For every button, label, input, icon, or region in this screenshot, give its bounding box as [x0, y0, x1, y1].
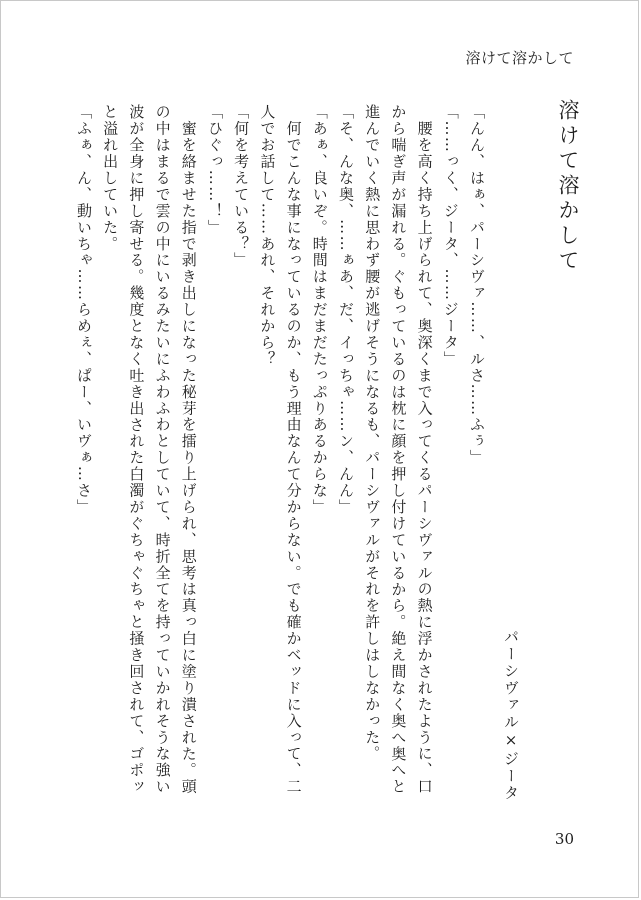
- text-line: 「あぁ、良いぞ。時間はまだまだたっぷりあるからな」: [310, 104, 329, 516]
- text-line: 「そ、んな奥、……ぁあ、だ、イっちゃ……ン、んん」: [336, 104, 355, 516]
- text-line: 「ふぁ、ん、動いちゃ……らめぇ、ぱー、いヴぁ…さ」: [74, 104, 93, 516]
- text-line: 「ひぐっ……！」: [205, 104, 224, 236]
- text-line: 何でこんな事になっているのか、もう理由なんて分からない。でも確かベッドに入って、二人でお話して……あれ、それから？: [258, 104, 303, 795]
- text-line: 腰を高く持ち上げられて、奥深くまで入ってくるパーシヴァルの熱に浮かされたように、口から喘ぎ声が漏れる。ぐもっているのは枕に顔を押し付けているから。絶え間なく奥へ奥へと進んでいく熱に思わず腰が逃げそうになるも、パーシヴァルがそれを許しはしなかった。: [363, 104, 434, 795]
- text-line: 「何を考えている？」: [232, 104, 251, 269]
- text-line: 「んん、はぁ、パーシヴァ……、ルさ……ふぅ」: [468, 104, 486, 466]
- body-text: [71, 104, 490, 804]
- pairing-label: パーシヴァル×ジータ: [502, 629, 520, 802]
- page-number: 30: [554, 830, 574, 848]
- story-title: 溶けて溶かして: [556, 99, 580, 274]
- running-header: 溶けて溶かして: [465, 49, 574, 67]
- text-line: 「……っく、ジータ、……ジータ」: [441, 104, 460, 368]
- text-line: 蜜を絡ませた指で剥き出しになった秘芽を擂り上げられ、思考は真っ白に塗り潰された。頭の中はまるで雲の中にいるみたいにふわふわとしていて、時折全てを持っていかれそうな強い波が全身に押し寄せる。幾度となく吐き出された白濁がぐちゃぐちゃと掻き回されて、ゴポッと溢れ出していた。: [101, 104, 198, 795]
